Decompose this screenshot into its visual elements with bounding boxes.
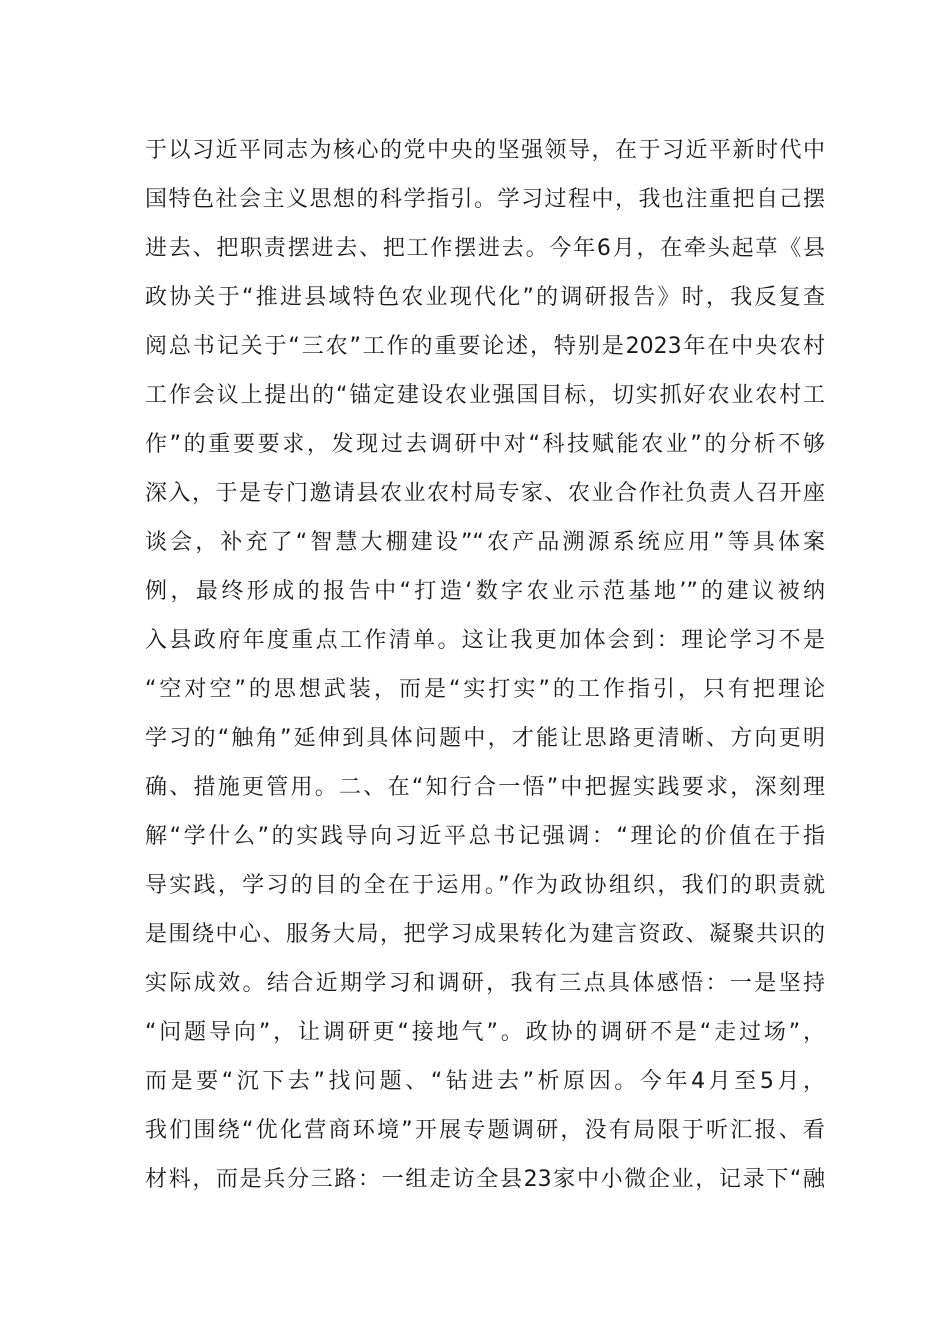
text-line: 政协关于“推进县域特色农业现代化”的调研报告》时，我反复查	[145, 285, 825, 310]
text-line: “空对空”的思想武装，而是“实打实”的工作指引，只有把理论	[145, 677, 825, 702]
text-line: 确、措施更管用。二、在“知行合一悟”中把握实践要求，深刻理	[145, 775, 825, 800]
text-line: 导实践，学习的目的全在于运用。”作为政协组织，我们的职责就	[145, 873, 825, 898]
text-line: 作”的重要要求，发现过去调研中对“科技赋能农业”的分析不够	[145, 432, 825, 457]
text-line: 入县政府年度重点工作清单。这让我更加体会到：理论学习不是	[145, 628, 825, 653]
text-line: 解“学什么”的实践导向习近平总书记强调：“理论的价值在于指	[145, 824, 825, 849]
text-line: 进去、把职责摆进去、把工作摆进去。今年6月，在牵头起草《县	[145, 236, 825, 261]
text-line: 于以习近平同志为核心的党中央的坚强领导，在于习近平新时代中	[145, 138, 825, 163]
text-line: 材料，而是兵分三路：一组走访全县23家中小微企业，记录下“融	[145, 1167, 825, 1192]
text-line: 阅总书记关于“三农”工作的重要论述，特别是2023年在中央农村	[145, 334, 825, 359]
text-line: 深入，于是专门邀请县农业农村局专家、农业合作社负责人召开座	[145, 481, 825, 506]
text-line: “问题导向”，让调研更“接地气”。政协的调研不是“走过场”，	[145, 1020, 825, 1045]
text-line: 国特色社会主义思想的科学指引。学习过程中，我也注重把自己摆	[145, 187, 825, 212]
text-line: 而是要“沉下去”找问题、“钻进去”析原因。今年4月至5月，	[145, 1069, 825, 1094]
text-line: 例，最终形成的报告中“打造‘数字农业示范基地’”的建议被纳	[145, 579, 825, 604]
text-line: 我们围绕“优化营商环境”开展专题调研，没有局限于听汇报、看	[145, 1118, 825, 1143]
text-line: 工作会议上提出的“锚定建设农业强国目标，切实抓好农业农村工	[145, 383, 825, 408]
text-line: 是围绕中心、服务大局，把学习成果转化为建言资政、凝聚共识的	[145, 922, 825, 947]
text-line: 实际成效。结合近期学习和调研，我有三点具体感悟：一是坚持	[145, 971, 825, 996]
body-text	[145, 126, 825, 1204]
text-line: 学习的“触角”延伸到具体问题中，才能让思路更清晰、方向更明	[145, 726, 825, 751]
text-line: 谈会，补充了“智慧大棚建设”“农产品溯源系统应用”等具体案	[145, 530, 825, 555]
